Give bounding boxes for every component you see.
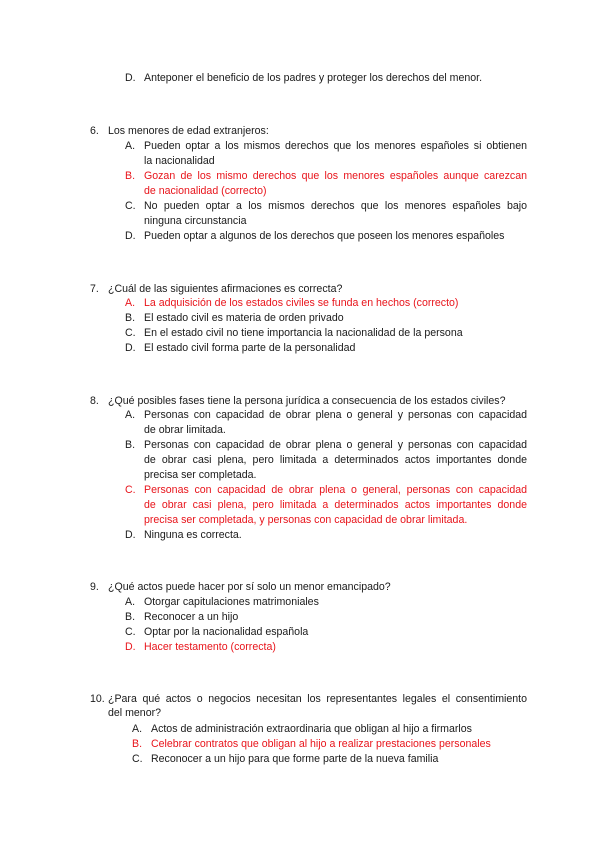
option-text: Personas con capacidad de obrar plena o general y personas con capacidad: [144, 439, 527, 451]
option-text: En el estado civil no tiene importancia la nacionalidad de la persona: [144, 327, 463, 339]
option-text: Personas con capacidad de obrar plena o general y personas con capacidad: [144, 409, 527, 421]
option-letter: D.: [125, 230, 136, 242]
option-letter: B.: [125, 611, 136, 623]
option-text-correct: Celebrar contratos que obligan al hijo a realizar prestaciones personales: [151, 738, 491, 750]
question-number: 10.: [90, 693, 105, 705]
option-text: Pueden optar a algunos de los derechos que poseen los menores españoles: [144, 230, 505, 242]
question-text: del menor?: [108, 707, 161, 719]
option-text: la nacionalidad: [144, 155, 215, 167]
option-letter: D.: [125, 342, 136, 354]
option-text: Pueden optar a los mismos derechos que los menores españoles si obtienen: [144, 140, 527, 152]
option-letter-correct: B.: [125, 170, 136, 182]
option-text: Ninguna es correcta.: [144, 529, 242, 541]
option-letter-correct: A.: [125, 297, 136, 309]
option-text-correct: La adquisición de los estados civiles se funda en hechos (correcto): [144, 297, 459, 309]
option-letter: C.: [125, 200, 136, 212]
option-text: Actos de administración extraordinaria que obligan al hijo a firmarlos: [151, 723, 472, 735]
option-letter: D.: [125, 529, 136, 541]
question-number: 6.: [90, 125, 99, 137]
option-text: El estado civil forma parte de la personalidad: [144, 342, 356, 354]
option-letter-correct: B.: [132, 738, 143, 750]
option-letter: A.: [125, 140, 136, 152]
option-text: Anteponer el beneficio de los padres y proteger los derechos del menor.: [144, 72, 483, 84]
option-text-correct: de obrar casi plena, pero limitada a determinados actos importantes donde: [144, 499, 527, 511]
option-letter: B.: [125, 439, 136, 451]
option-letter: D.: [125, 72, 136, 84]
option-text: No pueden optar a los mismos derechos que los menores españoles bajo: [144, 200, 527, 212]
question-text: ¿Qué posibles fases tiene la persona jurídica a consecuencia de los estados civiles?: [108, 395, 506, 407]
option-letter: C.: [125, 327, 136, 339]
option-text: ninguna circunstancia: [144, 215, 247, 227]
question-number: 7.: [90, 283, 99, 295]
option-letter: C.: [132, 753, 143, 765]
question-number: 9.: [90, 581, 99, 593]
option-letter: A.: [125, 409, 136, 421]
question-text: Los menores de edad extranjeros:: [108, 125, 269, 137]
question-text: ¿Para qué actos o negocios necesitan los representantes legales el consentimiento: [108, 693, 527, 705]
option-letter: A.: [125, 596, 136, 608]
option-letter: A.: [132, 723, 143, 735]
option-text-correct: Personas con capacidad de obrar plena o general, personas con capacidad: [144, 484, 527, 496]
option-text: Optar por la nacionalidad española: [144, 626, 309, 638]
option-text: precisa ser completada.: [144, 469, 257, 481]
option-text: Reconocer a un hijo para que forme parte de la nueva familia: [151, 753, 439, 765]
option-text: de obrar casi plena, pero limitada a determinados actos importantes donde: [144, 454, 527, 466]
question-text: ¿Qué actos puede hacer por sí solo un menor emancipado?: [108, 581, 391, 593]
option-text: de obrar limitada.: [144, 424, 226, 436]
option-letter-correct: D.: [125, 641, 136, 653]
option-letter: B.: [125, 312, 136, 324]
question-number: 8.: [90, 395, 99, 407]
option-text-correct: precisa ser completada, y personas con capacidad de obrar limitada.: [144, 514, 468, 526]
option-text-correct: Gozan de los mismo derechos que los menores españoles aunque carezcan: [144, 170, 527, 182]
option-letter-correct: C.: [125, 484, 136, 496]
question-text: ¿Cuál de las siguientes afirmaciones es correcta?: [108, 283, 343, 295]
option-text-correct: Hacer testamento (correcta): [144, 641, 276, 653]
option-text: El estado civil es materia de orden privado: [144, 312, 344, 324]
option-text: Reconocer a un hijo: [144, 611, 239, 623]
option-letter: C.: [125, 626, 136, 638]
option-text-correct: de nacionalidad (correcto): [144, 185, 267, 197]
option-text: Otorgar capitulaciones matrimoniales: [144, 596, 319, 608]
